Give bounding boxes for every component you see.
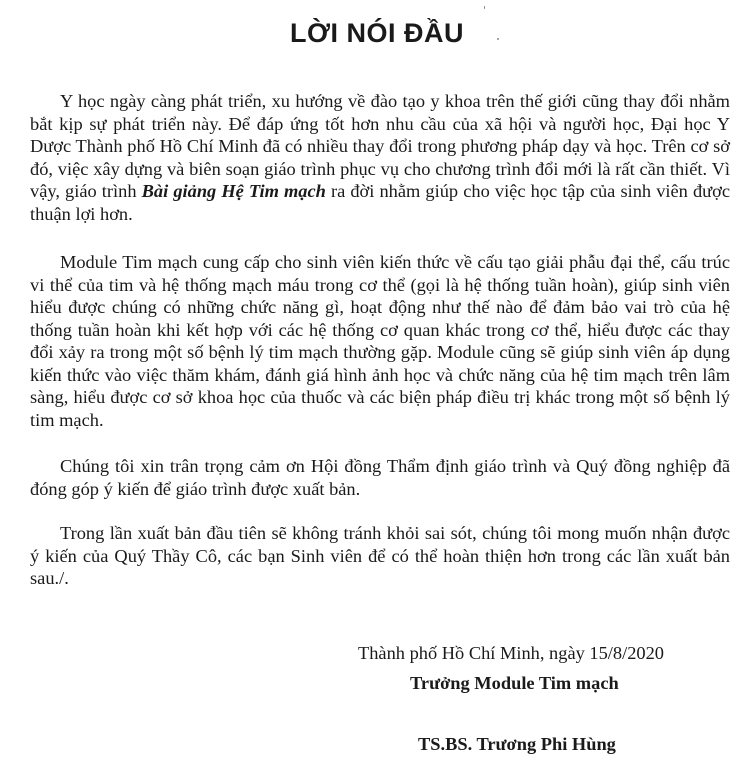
signature-role: Trưởng Module Tim mạch	[410, 673, 619, 693]
paragraph-2	[30, 251, 730, 431]
paragraph-4	[30, 522, 730, 590]
paragraph-3	[30, 455, 730, 500]
paragraph-1	[30, 90, 730, 225]
paragraph-1-text-start: Y học ngày càng phát triển, xu hướng về đào tạo y khoa trên thế giới cũng thay đổi nhằm bắt kịp sự phát triển này. Để đáp ứng tốt hơn nhu cầu của xã hội và người học, Đại học Y Dược Thành phố Hồ Chí Minh đã có nhiều thay đổi trong phương pháp dạy và học. Trên cơ sở đó, việc xây dựng và biên soạn giáo trình phục vụ cho chương trình đổi mới là rất cần thiết. Vì vậy, giáo trình	[30, 91, 730, 201]
paragraph-4-text: Trong lần xuất bản đầu tiên sẽ không tránh khỏi sai sót, chúng tôi mong muốn nhận được ý kiến của Quý Thầy Cô, các bạn Sinh viên để có thể hoàn thiện hơn trong các lần xuất bản sau./.	[30, 523, 730, 588]
signature-name: TS.BS. Trương Phi Hùng	[418, 734, 616, 754]
scan-speck	[497, 38, 499, 40]
paragraph-2-text: Module Tim mạch cung cấp cho sinh viên kiến thức về cấu tạo giải phẫu đại thể, cấu trúc vi thể của tim và hệ thống mạch máu trong cơ thể (gọi là hệ thống tuần hoàn), giúp sinh viên hiểu được chúng có những chức năng gì, hoạt động như thế nào để đảm bảo vai trò của hệ thống tuần hoàn khi kết hợp với các hệ thống cơ quan khác trong cơ thể, hiểu được các thay đổi xảy ra trong một số bệnh lý tim mạch thường gặp. Module cũng sẽ giúp sinh viên áp dụng kiến thức vào việc thăm khám, đánh giá hình ảnh học và chức năng của hệ tim mạch trên lâm sàng, hiểu được cơ sở khoa học của thuốc và các biện pháp điều trị khác trong một số bệnh lý tim mạch.	[30, 252, 730, 430]
paragraph-3-text: Chúng tôi xin trân trọng cảm ơn Hội đồng Thẩm định giáo trình và Quý đồng nghiệp đã đóng góp ý kiến để giáo trình được xuất bản.	[30, 456, 730, 499]
signature-place-date: Thành phố Hồ Chí Minh, ngày 15/8/2020	[358, 643, 664, 663]
paragraph-1-text-end: ra đời nhằm giúp cho việc học tập của sinh viên được thuận lợi hơn.	[30, 181, 731, 224]
page-title: LỜI NÓI ĐẦU	[289, 18, 465, 48]
scan-speck	[484, 6, 485, 9]
textbook-title-emphasis: Bài giảng Hệ Tim mạch	[141, 181, 326, 201]
